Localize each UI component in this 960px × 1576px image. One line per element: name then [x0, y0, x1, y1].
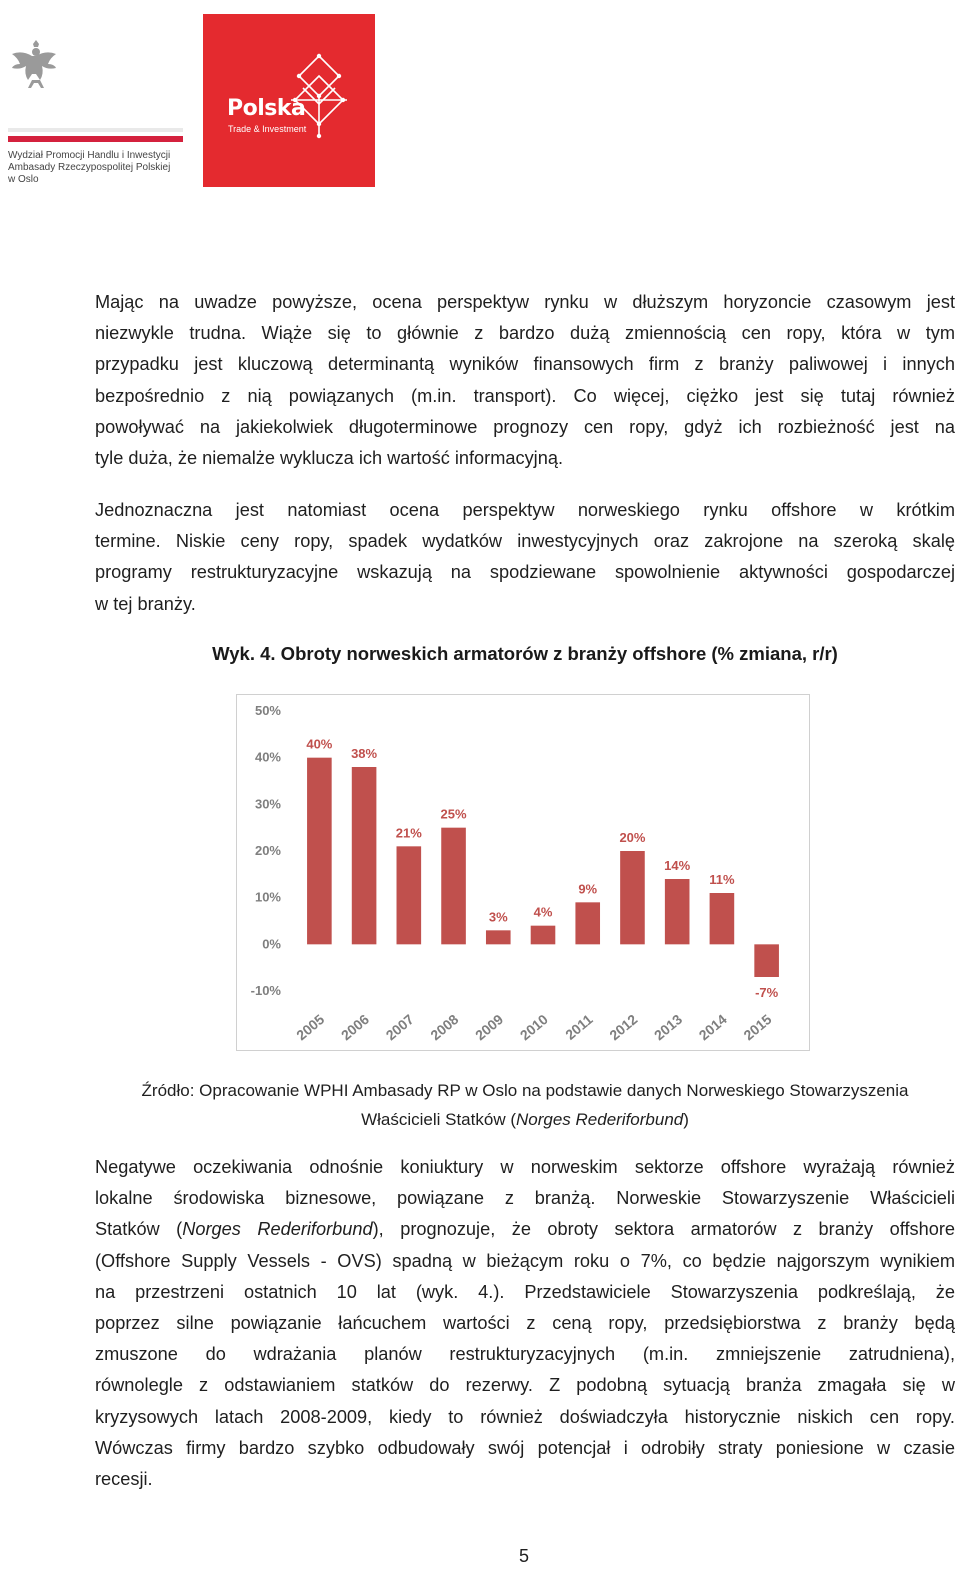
bar — [710, 893, 735, 944]
text-line: poprzez silne powiązanie łańcuchem wartości z ceną ropy, przedsiębiorstwa z branży będą — [95, 1313, 955, 1334]
text-line: przypadku jest kluczową determinantą wyników finansowych firm z branży paliwowej i innych — [95, 354, 955, 375]
text-line: Jednoznaczna jest natomiast ocena perspektyw norweskiego rynku offshore w krótkim — [95, 500, 955, 520]
text-line: recesji. — [95, 1469, 153, 1490]
paragraph-2 — [95, 495, 955, 620]
text-line: w tej branży. — [95, 593, 196, 614]
paragraph-3 — [95, 1152, 955, 1495]
source-text: Właścicieli Statków ( — [361, 1110, 516, 1129]
source-organization: Norges Rederiforbund — [515, 1110, 684, 1129]
institution-line: Ambasady Rzeczypospolitej Polskiej — [8, 162, 171, 173]
text-line: bezpośrednio z nią powiązanych (m.in. transport). Co więcej, ciężko jest się tutaj również — [95, 385, 955, 406]
page-number: 5 — [518, 1546, 529, 1566]
bar — [441, 828, 466, 945]
organization-name: Norges Rederiforbund — [182, 1219, 373, 1240]
bar-chart — [236, 694, 810, 1051]
text-line: lokalne środowiska biznesowe, powiązane z branżą. Norweskie Stowarzyszenie Właścicieli — [95, 1188, 955, 1209]
text-line: Wówczas firmy bardzo szybko odbudowały swój potencjał i odrobiły straty poniesione w czasie — [95, 1437, 955, 1458]
x-tick-label: 2005 — [293, 1011, 328, 1044]
y-tick-label: 0% — [262, 936, 281, 952]
y-tick-label: 50% — [254, 703, 281, 718]
x-tick-label: 2015 — [740, 1011, 775, 1044]
x-tick-label: 2006 — [337, 1011, 373, 1044]
bar — [307, 758, 332, 945]
text-line: na przestrzeni ostatnich 10 lat (wyk. 4.). Przedstawiciele Stowarzyszenia podkreślają, że — [95, 1281, 955, 1302]
x-tick-label: 2010 — [516, 1011, 551, 1044]
text-line: Mając na uwadze powyższe, ocena perspektyw rynku w dłuższym horyzoncie czasowym jest — [95, 292, 955, 312]
bar — [754, 944, 779, 977]
flag-stripe-red — [8, 136, 183, 142]
text-line: powoływać na jakiekolwiek długoterminowe prognozy cen ropy, gdyż ich rozbieżność jest na — [95, 416, 955, 437]
logo-subtitle: Trade & Investment — [228, 124, 307, 134]
x-tick-label: 2008 — [427, 1011, 462, 1044]
data-label: 40% — [306, 736, 333, 752]
polska-trade-investment-logo — [203, 14, 375, 187]
bar — [575, 902, 600, 944]
data-label: 3% — [488, 909, 508, 925]
polish-eagle-icon — [10, 36, 62, 92]
y-tick-label: 40% — [254, 749, 281, 765]
text-line: zmuszone do wdrażania planów restrukturyzacyjnych (m.in. zmniejszenie zatrudniena), — [95, 1344, 955, 1365]
y-tick-label: 30% — [254, 796, 281, 812]
text-line: termine. Niskie ceny ropy, spadek wydatków inwestycyjnych oraz zakrojone na szeroką skalę — [95, 531, 955, 552]
data-label: 11% — [709, 872, 735, 887]
text-line: kryzysowych latach 2008-2009, kiedy to również doświadczyła historycznie niskich cen ropy. — [95, 1406, 955, 1427]
source-line-2 — [95, 1105, 955, 1134]
institution-line: Wydział Promocji Handlu i Inwestycji — [8, 150, 171, 161]
x-tick-label: 2009 — [472, 1011, 507, 1044]
bar — [352, 767, 377, 944]
y-tick-label: 10% — [254, 889, 281, 905]
paragraph-1 — [95, 287, 955, 474]
flag-stripe-white — [8, 128, 183, 132]
institution-line: w Oslo — [8, 174, 39, 185]
text-line — [95, 1214, 955, 1245]
text-line: niezwykle trudna. Wiąże się to głównie z bardzo dużą zmiennością cen ropy, która w tym — [95, 323, 955, 344]
data-label: 20% — [619, 830, 646, 845]
logo-word: Polska — [227, 96, 306, 121]
bar — [531, 926, 556, 945]
bar — [397, 846, 422, 944]
text-fragment: ), prognozuje, że obroty sektora armatorów z branży offshore — [372, 1219, 955, 1240]
source-text: ) — [683, 1110, 689, 1129]
y-tick-label: -10% — [250, 983, 281, 998]
source-line-1: Źródło: Opracowanie WPHI Ambasady RP w Oslo na podstawie danych Norweskiego Stowarzyszenia — [141, 1081, 909, 1100]
chart-canvas — [237, 695, 809, 1050]
text-line: programy restrukturyzacyjne wskazują na spodziewane spowolnienie aktywności gospodarczej — [95, 562, 955, 583]
bar — [486, 930, 511, 944]
data-label: 9% — [578, 881, 598, 897]
text-line: równolegle z odstawianiem statków do rezerwy. Z podobną sytuacją branża zmagała się w — [95, 1375, 955, 1396]
x-tick-label: 2014 — [695, 1011, 730, 1044]
text-line: Negatywe oczekiwania odnośnie koniuktury w norweskim sektorze offshore wyrażają również — [95, 1157, 955, 1177]
bar — [665, 879, 690, 944]
x-tick-label: 2012 — [606, 1011, 641, 1044]
x-tick-label: 2011 — [562, 1011, 596, 1043]
data-label: 38% — [351, 746, 378, 761]
text-line: tyle duża, że niemalże wyklucza ich wartość informacyjną. — [95, 448, 564, 469]
institution-caption — [8, 150, 183, 186]
figure-title: Wyk. 4. Obroty norweskich armatorów z branży offshore (% zmiana, r/r) — [212, 643, 838, 664]
data-label: 21% — [395, 825, 422, 841]
text-line: (Offshore Supply Vessels - OVS) spadną w bieżącym roku o 7%, co będzie najgorszym wynikiem — [95, 1250, 955, 1271]
bar — [620, 851, 645, 944]
x-tick-label: 2013 — [650, 1011, 686, 1044]
data-label: 25% — [440, 806, 467, 822]
x-tick-label: 2007 — [382, 1011, 417, 1044]
figure-source — [95, 1076, 955, 1134]
data-label: 14% — [664, 858, 691, 873]
text-fragment: Statków ( — [95, 1219, 183, 1240]
embassy-logo — [8, 36, 183, 185]
data-label: 4% — [533, 904, 553, 920]
y-tick-label: 20% — [254, 843, 281, 858]
data-label: -7% — [755, 985, 779, 1000]
